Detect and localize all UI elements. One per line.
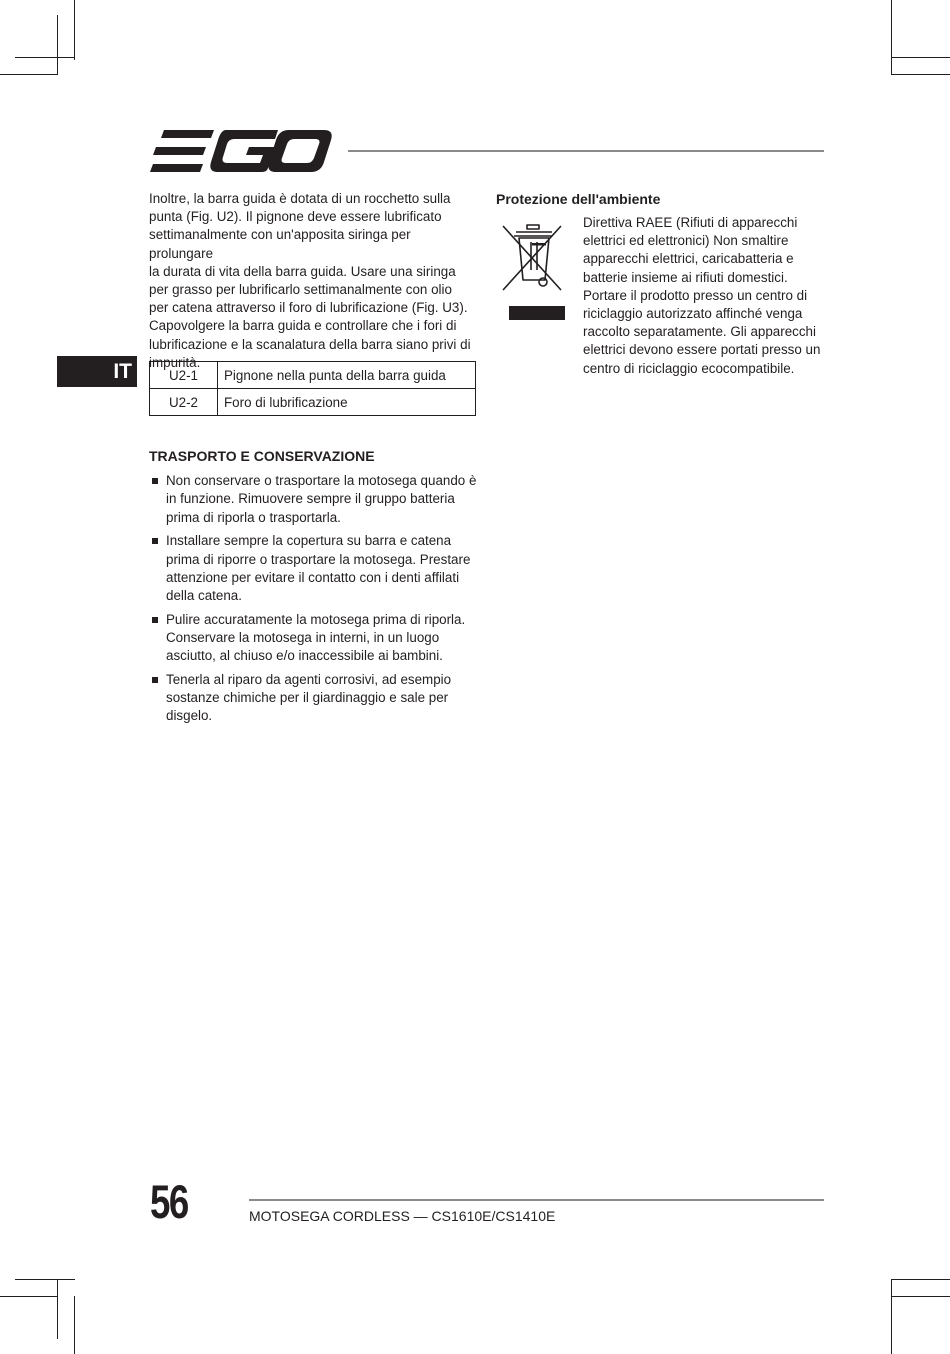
crop-mark xyxy=(0,74,58,75)
part-description: Foro di lubrificazione xyxy=(218,389,476,416)
intro-line: per grasso per lubrificarlo settimanalmente con olio xyxy=(149,282,452,298)
list-item-text: Pulire accuratamente la motosega prima di riporla. Conservare la motosega in interni, in un luogo asciutto, al chiuso e/o inaccessibile ai bambini. xyxy=(166,611,466,664)
list-item-text: Tenerla al riparo da agenti corrosivi, ad esempio sostanze chimiche per il giardinaggio e sale per disgelo. xyxy=(166,671,452,724)
square-bullet-icon xyxy=(152,677,158,683)
text-line: centro di riciclaggio ecocompatibile. xyxy=(583,360,795,376)
table-row xyxy=(150,362,476,389)
list-item-text: Non conservare o trasportare la motosega quando è in funzione. Rimuovere sempre il gruppo batteria prima di riporla o trasportarla. xyxy=(166,473,477,525)
page-number: 56 xyxy=(150,1175,188,1228)
crop-mark xyxy=(57,15,58,75)
footer-title: MOTOSEGA CORDLESS — CS1610E/CS1410E xyxy=(249,1208,556,1224)
environment-text xyxy=(583,214,823,378)
text-line: riciclaggio autorizzato affinché venga xyxy=(583,306,803,322)
intro-line: Inoltre, la barra guida è dotata di un rocchetto sulla xyxy=(149,191,451,206)
storage-section xyxy=(149,447,477,731)
list-item xyxy=(149,472,477,527)
storage-list xyxy=(149,472,477,725)
list-item xyxy=(149,532,477,605)
text-line: raccolto separatamente. Gli apparecchi xyxy=(583,324,816,340)
crop-mark xyxy=(891,1279,892,1354)
part-code: U2-2 xyxy=(150,389,218,416)
parts-table xyxy=(149,361,476,416)
list-item xyxy=(149,671,477,726)
table-row xyxy=(150,389,476,416)
crop-mark xyxy=(891,0,892,75)
intro-line: la durata di vita della barra guida. Usare una siringa xyxy=(149,263,456,279)
intro-line: Capovolgere la barra guida e controllare che i fori di xyxy=(149,318,457,334)
section-heading: Protezione dell'ambiente xyxy=(496,191,661,207)
intro-line: lubrificazione e la scanalatura della barra siano privi di xyxy=(149,336,471,352)
crop-mark xyxy=(891,74,950,75)
crossed-out-wheelie-bin-icon xyxy=(501,220,565,322)
ego-logo xyxy=(150,130,332,172)
crop-mark xyxy=(15,57,75,58)
crop-mark xyxy=(891,1279,950,1280)
square-bullet-icon xyxy=(152,617,158,623)
text-line: apparecchi elettrici, caricabatteria e xyxy=(583,251,794,267)
crop-mark xyxy=(891,1296,950,1297)
header-rule xyxy=(348,150,824,152)
square-bullet-icon xyxy=(152,478,158,484)
list-item-text: Installare sempre la copertura su barra e catena prima di riporre o trasportare la motosega. Prestare attenzione per evitare il contatto con i denti affilati della catena. xyxy=(166,533,471,603)
crop-mark xyxy=(57,1279,58,1339)
text-line: elettrici devono essere portati presso un xyxy=(583,342,821,358)
section-heading: TRASPORTO E CONSERVAZIONE xyxy=(149,448,375,464)
part-code: U2-1 xyxy=(150,362,218,389)
crop-mark xyxy=(74,1296,75,1354)
intro-line: per catena attraverso il foro di lubrificazione (Fig. U3). xyxy=(149,300,468,316)
part-description: Pignone nella punta della barra guida xyxy=(218,362,476,389)
square-bullet-icon xyxy=(152,538,158,544)
intro-line: punta (Fig. U2). Il pignone deve essere lubrificato xyxy=(149,209,442,225)
crop-mark xyxy=(891,57,950,58)
environment-section xyxy=(496,190,826,376)
footer-rule xyxy=(249,1199,824,1201)
text-line: Portare il prodotto presso un centro di xyxy=(583,287,808,303)
intro-line: impurità. xyxy=(149,354,201,370)
language-tab: IT xyxy=(57,356,137,387)
text-line: Direttiva RAEE (Rifiuti di apparecchi xyxy=(583,215,798,230)
text-line: elettrici ed elettronici) Non smaltire xyxy=(583,233,789,249)
crop-mark xyxy=(0,1296,58,1297)
text-line: batterie insieme ai rifiuti domestici. xyxy=(583,269,788,285)
crop-mark xyxy=(74,0,75,60)
crop-mark xyxy=(15,1279,75,1280)
intro-paragraph xyxy=(149,190,477,372)
list-item xyxy=(149,611,477,666)
intro-line: settimanalmente con un'apposita siringa per prolungare xyxy=(149,227,411,261)
